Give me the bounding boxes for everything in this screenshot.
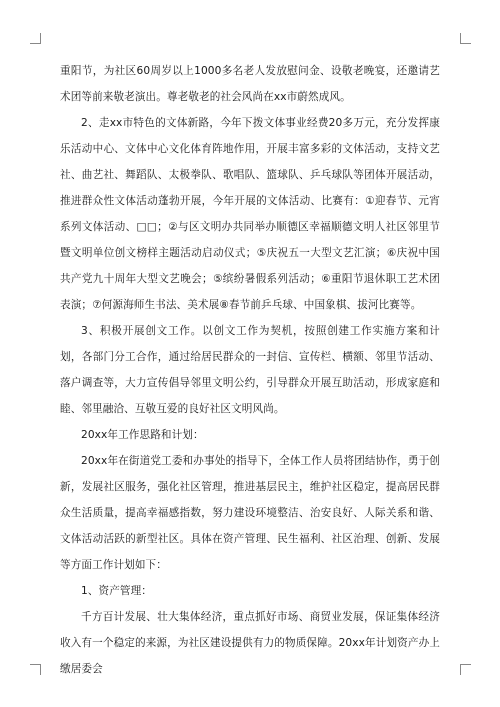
paragraph-1: 重阳节，为社区60周岁以上1000多名老人发放慰问金、设敬老晚宴，还邀请艺术团等前来敬老演出。尊老敬老的社会风尚在xx市蔚然成风。 <box>60 65 440 103</box>
paragraph-4-heading: 20xx年工作思路和计划： <box>81 429 204 441</box>
paragraph-2: 2、走xx市特色的文体新路，今年下拨文体事业经费20多万元，充分发挥康乐活动中心、文体中心文化体育阵地作用，开展丰富多彩的文体活动，支持文艺社、曲艺社、舞蹈队、太极拳队、歌唱队、篮球队、乒乓球队等团体开展活动，推进群众性文体活动蓬勃开展，今年开展的文体活动、比赛有：①迎春节、元宵系列文体活动、□□；②与区文明办共同举办顺德区幸福顺德文明人社区邻里节暨文明单位创文榜样主题活动启动仪式；⑤庆祝五一大型文艺汇演；⑥庆祝中国共产党九十周年大型文艺晚会；⑤缤纷暑假系列活动；⑥重阳节退休职工艺术团表演；⑦何源海师生书法、美术展⑧春节前乒乓球、中国象棋、拔河比赛等。 <box>60 117 440 311</box>
crop-mark-top-left <box>30 33 41 44</box>
crop-mark-top-right <box>460 33 471 44</box>
crop-mark-bottom-left <box>30 664 41 675</box>
paragraph-7: 千方百计发展、壮大集体经济，重点抓好市场、商贸业发展，保证集体经济收入有一个稳定的来源，为社区建设提供有力的物质保障。20xx年计划资产办上缴居委会 <box>60 611 440 675</box>
crop-mark-bottom-right <box>460 664 471 675</box>
paragraph-6-heading: 1、资产管理： <box>81 585 153 597</box>
paragraph-5: 20xx年在街道党工委和办事处的指导下，全体工作人员将团结协作，勇于创新，发展社区服务，强化社区管理，推进基层民主，维护社区稳定，提高居民群众生活质量，提高幸福感指数，努力建设环境整洁、治安良好、人际关系和谐、文体活动活跃的新型社区。具体在资产管理、民生福利、社区治理、创新、发展等方面工作计划如下： <box>60 455 440 571</box>
paragraph-3: 3、积极开展创文工作。以创文工作为契机，按照创建工作实施方案和计划，各部门分工合作，通过给居民群众的一封信、宣传栏、横额、邻里节活动、落户调查等，大力宣传倡导邻里文明公约，引导群众开展互助活动，形成家庭和睦、邻里融洽、互敬互爱的良好社区文明风尚。 <box>60 325 440 415</box>
document-body <box>60 58 440 682</box>
